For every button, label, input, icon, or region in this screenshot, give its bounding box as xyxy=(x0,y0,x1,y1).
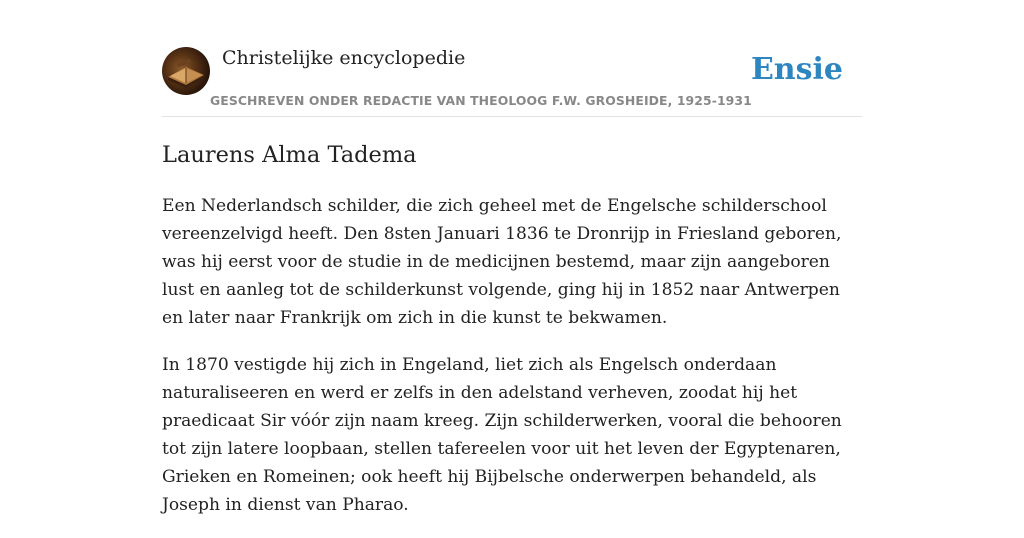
article-body xyxy=(162,192,862,538)
article-paragraph: Een Nederlandsch schilder, die zich geheel met de Engelsche schilderschool vereenzelvigd heeft. Den 8sten Januari 1836 te Dronrijp in Friesland geboren, was hij eerst voor de studie in de medicijnen bestemd, maar zijn aangeboren lust en aanleg tot de schilderkunst volgende, ging hij in 1852 naar Antwerpen en later naar Frankrijk om zich in die kunst te bekwamen. xyxy=(162,196,842,328)
ensie-logo-link[interactable]: Ensie xyxy=(750,52,843,87)
article-title: Laurens Alma Tadema xyxy=(162,142,417,168)
open-book-icon xyxy=(162,47,210,95)
publication-subtitle: GESCHREVEN ONDER REDACTIE VAN THEOLOOG F.W. GROSHEIDE, 1925-1931 xyxy=(210,93,752,108)
article-paragraph: In 1870 vestigde hij zich in Engeland, liet zich als Engelsch onderdaan naturaliseeren en werd er zelfs in den adelstand verheven, zoodat hij het praedicaat Sir vóór zijn naam kreeg. Zijn schilderwerken, vooral die behooren tot zijn latere loopbaan, stellen tafereelen voor uit het leven der Egyptenaren, Grieken en Romeinen; ook heeft hij Bijbelsche onderwerpen behandeld, als Joseph in dienst van Pharao. xyxy=(162,355,842,515)
publication-title[interactable]: Christelijke encyclopedie xyxy=(222,47,466,69)
publication-avatar[interactable] xyxy=(162,47,210,95)
publication-header xyxy=(162,0,862,117)
page-container xyxy=(162,0,862,515)
